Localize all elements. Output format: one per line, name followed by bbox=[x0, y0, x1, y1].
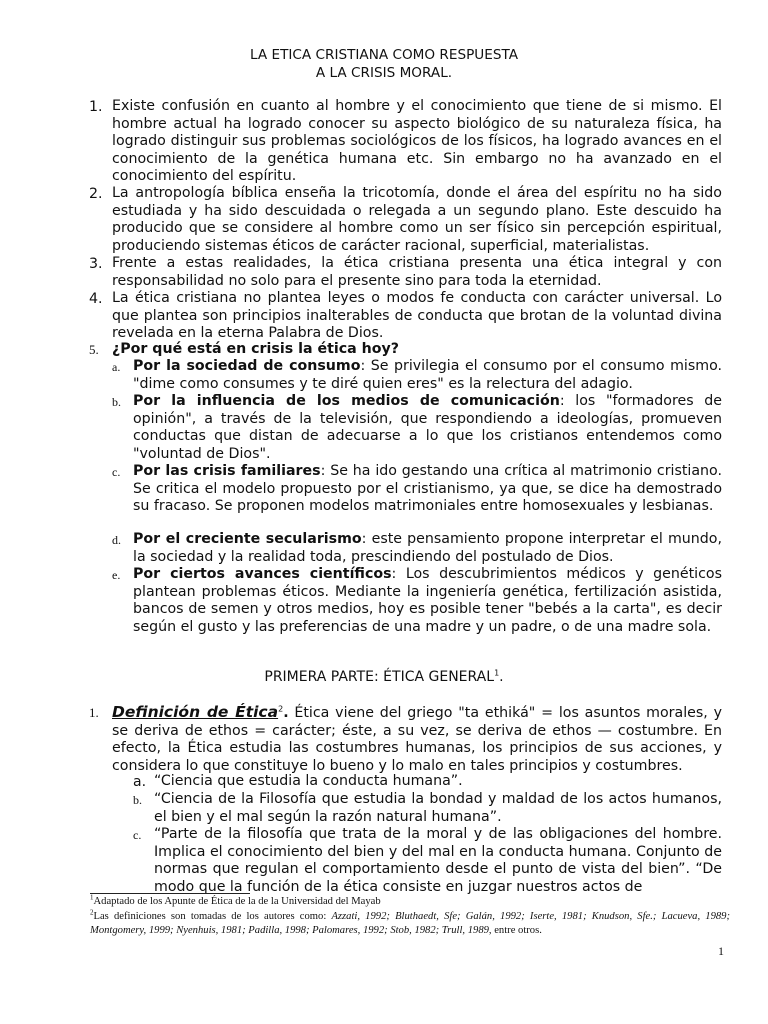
crisis-item bbox=[133, 566, 722, 636]
crisis-item-heading: Por la sociedad de consumo bbox=[133, 358, 361, 374]
sub-letter: a. bbox=[133, 774, 147, 790]
sub-letter: c. bbox=[133, 828, 142, 842]
list-number: 1. bbox=[89, 705, 99, 720]
list-item-text: La antropología bíblica enseña la tricotomía, donde el área del espíritu no ha sido estudiada y ha sido descuidada o relegada a un segundo plano. Este descuido ha producido que se considere al hombre como un ser físico sin percepción espiritual, produciendo sistemas éticos de carácter racional, superficial, materialistas. bbox=[112, 185, 722, 254]
footnote-2 bbox=[90, 910, 730, 937]
footnote-divider bbox=[90, 893, 250, 894]
page-number: 1 bbox=[718, 944, 724, 958]
definition-item: “Parte de la filosofía que trata de la moral y de las obligaciones del hombre. Implica el conocimiento del bien y del mal en la conducta humana. Conjunto de normas que regulan el comportamiento desde el punto de vista del bien”. “De modo que la función de la ética consiste en juzgar nuestros actos de bbox=[154, 826, 722, 895]
list-number: 1. bbox=[89, 99, 103, 115]
definition-item: “Ciencia que estudia la conducta humana”. bbox=[154, 773, 463, 789]
sub-letter: b. bbox=[112, 395, 121, 409]
crisis-item-heading: Por el creciente secularismo bbox=[133, 531, 362, 547]
sub-letter: a. bbox=[112, 360, 121, 374]
list-item-text: Frente a estas realidades, la ética cristiana presenta una ética integral y con responsabilidad no solo para el presente sino para toda la eternidad. bbox=[112, 255, 722, 289]
sub-letter: c. bbox=[112, 465, 121, 479]
definition-text: Ética viene del griego "ta ethiká" = los asuntos morales, y se deriva de ethos = carácter; éste, a su vez, se deriva de ethos — costumbre. En efecto, la Ética estudia las costumbres humanas, los principios de sus acciones, y considera lo que constituye lo bueno y lo malo en tales principios y costumbres. bbox=[112, 705, 722, 774]
list-item-text: Existe confusión en cuanto al hombre y el conocimiento que tiene de si mismo. El hombre actual ha logrado conocer su aspecto biológico de su naturaleza física, ha logrado distinguir sus problemas sociológicos de los físicos, ha logrado avances en el conocimiento de la genética humana etc. Sin embargo no ha avanzado en el conocimiento del espíritu. bbox=[112, 98, 722, 185]
footnote-text: Adaptado de los Apunte de Ética de la de la Universidad del Mayab bbox=[93, 896, 381, 907]
sub-letter: b. bbox=[133, 793, 142, 807]
crisis-item bbox=[133, 463, 722, 516]
list-item-text: La ética cristiana no plantea leyes o modos fe conducta con carácter universal. Lo que plantea son principios inalterables de conducta que brotan de la voluntad divina revelada en la eterna Palabra de Dios. bbox=[112, 290, 722, 342]
list-number: 3. bbox=[89, 256, 103, 272]
crisis-item-text: : Se ha ido gestando una crítica al matrimonio cristiano. Se critica el modelo propuesto por el cristianismo, ya que, se dice ha demostrado su fracaso. Se proponen modelos matrimoniales entre homosexuales y lesbianas. bbox=[133, 463, 722, 515]
crisis-item-text: : Se privilegia el consumo por el consumo mismo. "dime como consumes y te diré quien eres" es la relectura del adagio. bbox=[133, 358, 723, 392]
crisis-item-text: : este pensamiento propone interpretar el mundo, la sociedad y la realidad toda, prescindiendo del postulado de Dios. bbox=[133, 531, 722, 565]
definition-dot: . bbox=[283, 705, 289, 721]
sub-letter: d. bbox=[112, 533, 121, 547]
document-title-line-1: LA ETICA CRISTIANA COMO RESPUESTA bbox=[249, 47, 518, 63]
definition-heading: Definición de Ética bbox=[112, 703, 279, 721]
footnote-ref: 1 bbox=[494, 668, 500, 678]
list-number: 2. bbox=[89, 186, 103, 202]
crisis-item bbox=[133, 358, 722, 393]
definition-paragraph bbox=[112, 704, 722, 775]
crisis-item bbox=[133, 393, 722, 463]
footnote-number: 2 bbox=[90, 908, 94, 917]
document-title-line-2: A LA CRISIS MORAL. bbox=[315, 65, 453, 81]
crisis-item-text: : los "formadores de opinión", a través de la televisión, que respondiendo a ideologías, promueven conductas que distan de adecuarse a lo que los cristianos entendemos como "voluntad de Dios". bbox=[133, 393, 722, 462]
footnote-number: 1 bbox=[90, 893, 94, 902]
list-number: 5. bbox=[89, 342, 99, 357]
part-heading-text: PRIMERA PARTE: ÉTICA GENERAL bbox=[264, 669, 495, 685]
crisis-item-heading: Por ciertos avances científicos bbox=[133, 566, 392, 582]
part-heading bbox=[0, 668, 768, 686]
crisis-item-heading: Por las crisis familiares bbox=[133, 463, 321, 479]
footnote-ref: 2 bbox=[278, 704, 284, 714]
part-heading-end: . bbox=[499, 669, 504, 685]
sub-letter: e. bbox=[112, 568, 121, 582]
footnote-text: Las definiciones son tomadas de los autores como: bbox=[93, 911, 332, 922]
crisis-item bbox=[133, 531, 722, 566]
footnote-1 bbox=[90, 895, 730, 909]
footnote-text-end: , entre otros. bbox=[488, 924, 542, 936]
footnote-authors: Azzati, 1992; Bluthaedt, Sfe; Galán, 1992; Iserte, 1981; Knudson, Sfe.; Lacueva, 1989; Montgomery, 1999; Nyenhuis, 1981; Padilla, 1998; Palomares, 1992; Stob, 1982; Trull, 1989 bbox=[90, 911, 730, 936]
list-number: 4. bbox=[89, 291, 103, 307]
section-question-heading bbox=[112, 341, 722, 359]
question-text: ¿Por qué está en crisis la ética hoy? bbox=[112, 341, 400, 357]
crisis-item-heading: Por la influencia de los medios de comunicación bbox=[133, 393, 560, 409]
definition-item: “Ciencia de la Filosofía que estudia la bondad y maldad de los actos humanos, el bien y el mal según la razón natural humana”. bbox=[154, 791, 722, 825]
crisis-item-text: : Los descubrimientos médicos y genéticos plantean problemas éticos. Mediante la ingeniería genética, fertilización asistida, bancos de semen y otros medios, hoy es posible tener "bebés a la carta", es decir según el gusto y las preferencias de una madre y un padre, o de una madre sola. bbox=[133, 566, 722, 635]
